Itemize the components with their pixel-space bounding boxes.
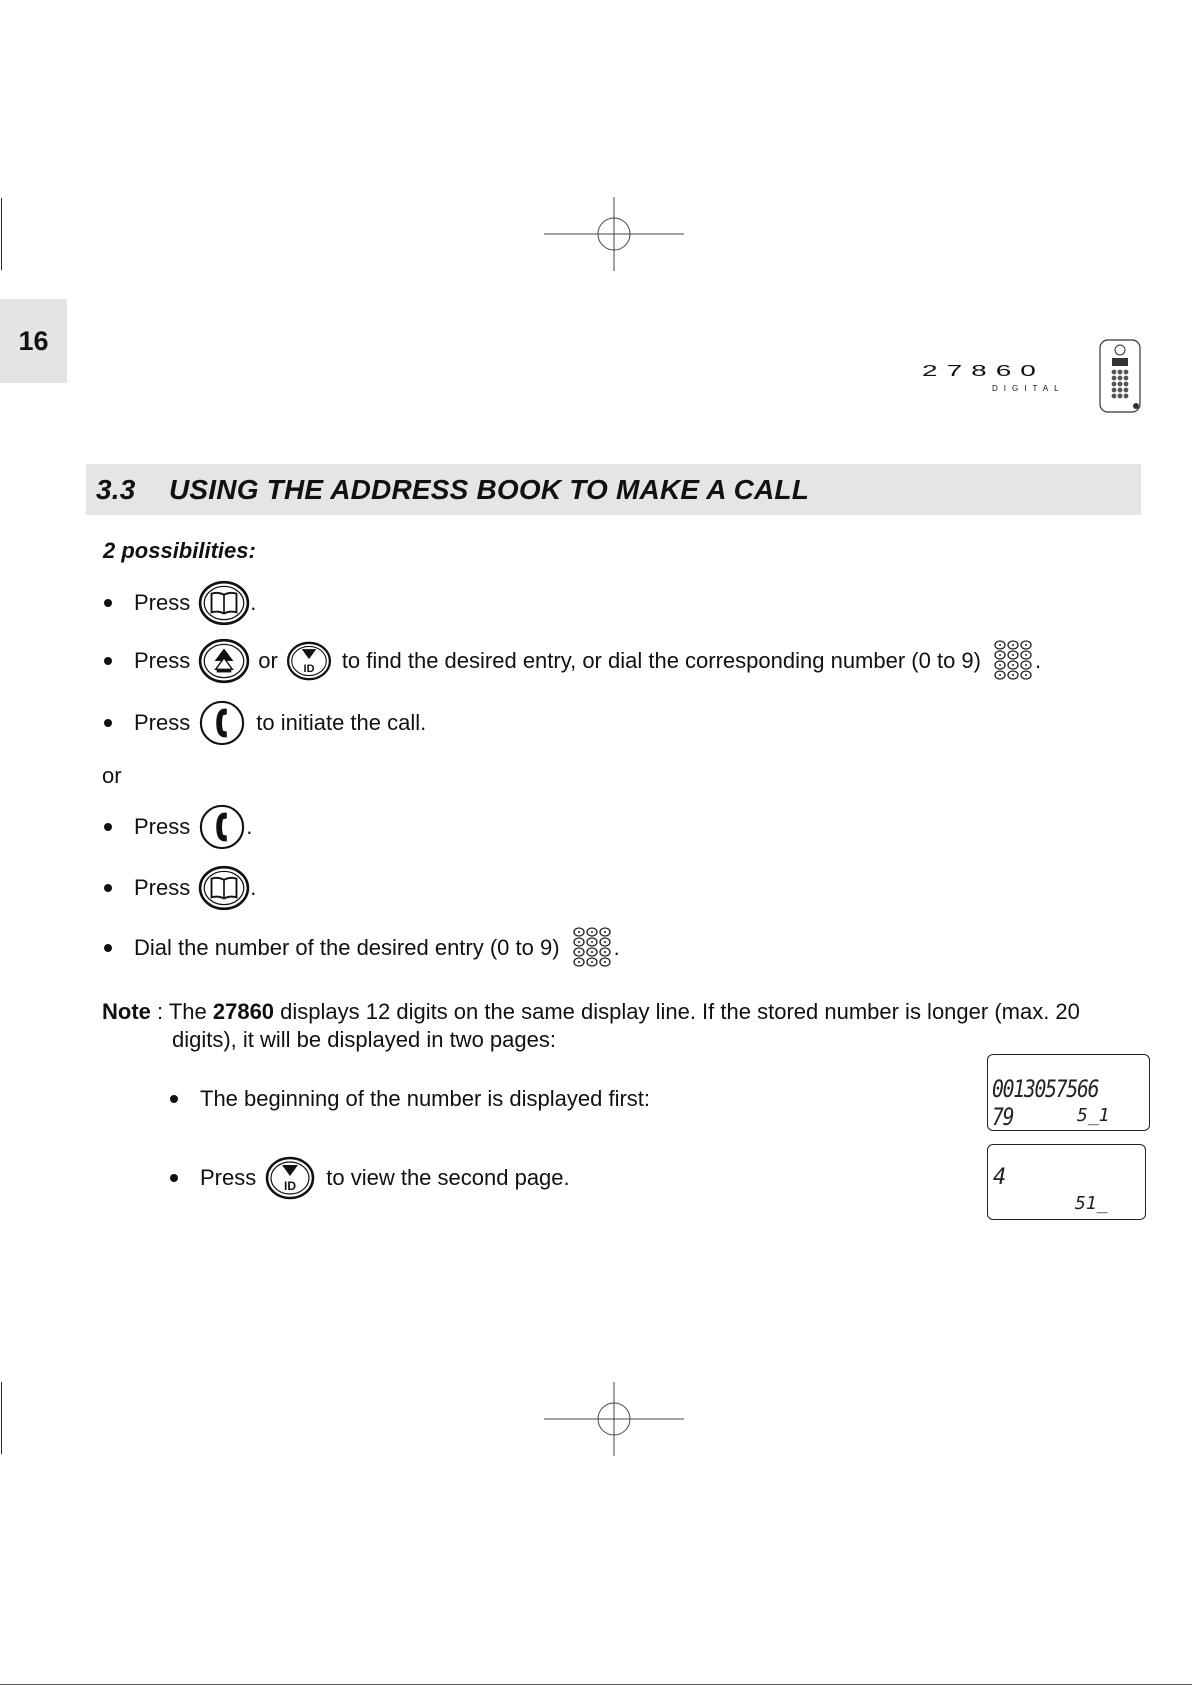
down-id-key-icon <box>286 641 332 681</box>
intro-text: 2 possibilities: <box>103 538 256 563</box>
sub-step-text: The beginning of the number is displayed first: <box>200 1086 651 1111</box>
sub-step-2 <box>168 1156 570 1200</box>
section-title-text: USING THE ADDRESS BOOK TO MAKE A CALL <box>169 474 810 505</box>
call-key-icon <box>198 699 246 747</box>
handset-icon <box>1096 336 1144 416</box>
note-colon: : The <box>150 999 213 1024</box>
lcd-display-page-2 <box>987 1144 1146 1220</box>
step-after: . <box>246 814 253 839</box>
note-paragraph <box>102 998 1142 1054</box>
keypad-icon <box>570 926 614 970</box>
bullet <box>170 1174 178 1182</box>
step-press-label: Press <box>134 710 191 735</box>
up-arrow-key-icon <box>198 638 250 684</box>
step-end: . <box>613 935 620 960</box>
bullet <box>104 657 112 665</box>
bullet <box>104 944 112 952</box>
registration-mark-bottom <box>544 1382 684 1456</box>
sub-step-1 <box>168 1086 650 1112</box>
call-key-icon <box>198 803 246 851</box>
step-a3 <box>102 699 426 747</box>
section-number: 3.3 <box>96 474 136 505</box>
step-press-label: Press <box>134 814 191 839</box>
logo-model: 27860 <box>922 362 1045 380</box>
step-b3 <box>102 926 620 970</box>
step-press-label: Press <box>134 875 191 900</box>
sub-step-after: to view the second page. <box>326 1165 570 1190</box>
page-number: 16 <box>18 325 49 356</box>
step-press-label: Press <box>134 648 191 673</box>
step-after: . <box>250 875 257 900</box>
note-model: 27860 <box>212 999 275 1024</box>
step-a1 <box>102 580 256 626</box>
step-end: . <box>1034 648 1042 673</box>
sub-step-press-label: Press <box>200 1165 257 1190</box>
bullet <box>170 1095 178 1103</box>
crop-mark-left-top <box>1 198 2 270</box>
note-text-1: displays 12 digits on the same display line. If the stored number is longer (max. 20 <box>274 999 1080 1024</box>
bullet <box>104 719 112 727</box>
down-id-key-icon <box>264 1156 316 1200</box>
step-a2 <box>102 638 1041 684</box>
step-text: Dial the number of the desired entry (0 to 9) <box>134 935 560 960</box>
keypad-icon <box>991 639 1035 683</box>
page-number-tab <box>0 299 67 383</box>
logo-sub: DIGITAL <box>992 384 1065 393</box>
lcd-line-2: 51_ <box>1075 1193 1108 1214</box>
section-header <box>86 464 1141 515</box>
section-title <box>96 474 809 506</box>
bullet <box>104 823 112 831</box>
step-after: to find the desired entry, or dial the corresponding number (0 to 9) <box>341 648 981 673</box>
bullet <box>104 599 112 607</box>
lcd-line-1: 4 <box>993 1165 1007 1190</box>
step-b2 <box>102 865 256 911</box>
lcd-display-page-1 <box>987 1054 1150 1131</box>
note-line-2: digits), it will be displayed in two pages: <box>172 1027 556 1052</box>
step-after: to initiate the call. <box>256 710 427 735</box>
crop-mark-left-bottom <box>1 1382 2 1454</box>
step-after: . <box>250 590 257 615</box>
registration-mark-top <box>544 197 684 271</box>
note-label: Note <box>102 999 151 1024</box>
note-line-1 <box>102 998 1142 1026</box>
or-label: or <box>258 648 278 673</box>
step-b1 <box>102 803 252 851</box>
product-logo <box>922 362 1072 396</box>
bullet <box>104 884 112 892</box>
lcd-line-1: 0013057566 79 <box>992 1075 1099 1131</box>
address-book-key-icon <box>198 580 250 626</box>
or-separator: or <box>102 763 122 788</box>
step-press-label: Press <box>134 590 191 615</box>
address-book-key-icon <box>198 865 250 911</box>
lcd-line-2: 5_1 <box>1077 1105 1110 1126</box>
